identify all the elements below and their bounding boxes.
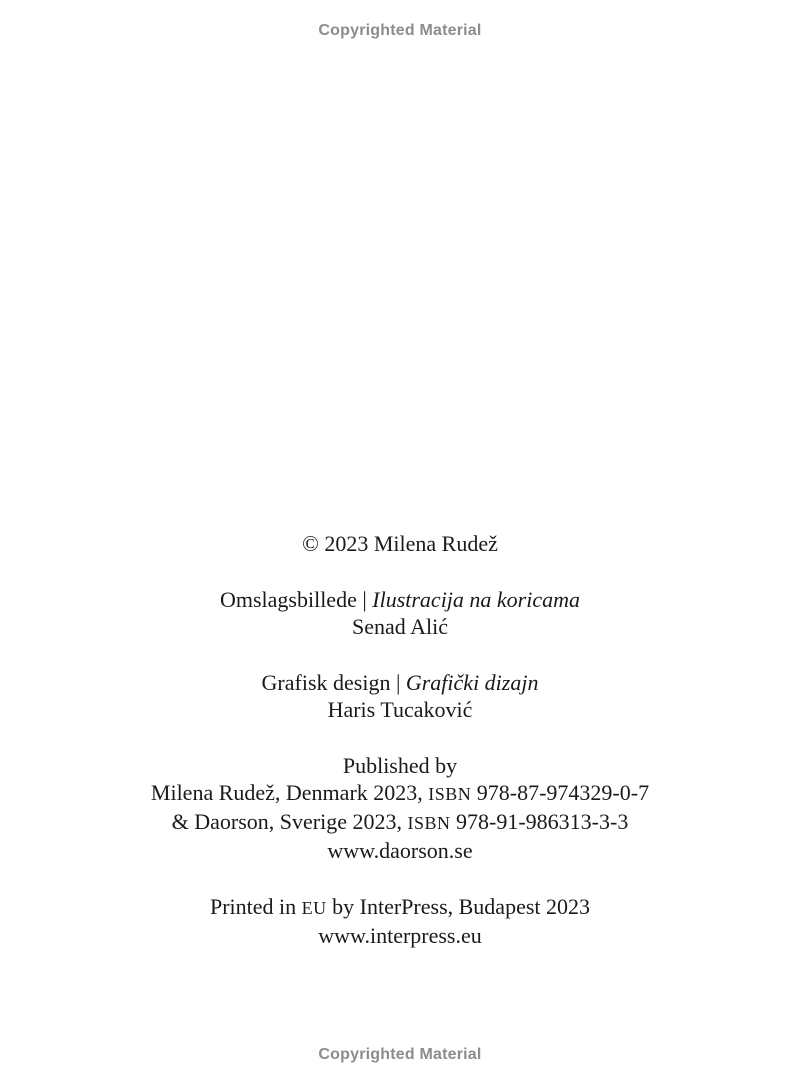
copyright-watermark-bottom: Copyrighted Material: [318, 1046, 482, 1063]
copyright-watermark-top: Copyrighted Material: [318, 22, 482, 39]
colophon: [0, 530, 800, 978]
publisher-line-denmark: [0, 779, 800, 808]
cover-label-danish: Omslagsbillede: [219, 587, 357, 612]
printer-region: EU: [301, 898, 327, 918]
design-label-separator: |: [390, 670, 406, 695]
cover-credit-block: [0, 586, 800, 640]
publisher-denmark-prefix: Milena Rudež, Denmark 2023,: [150, 780, 429, 805]
design-credit-label: [0, 669, 800, 696]
publisher-sweden-prefix: & Daorson, Sverige 2023,: [171, 809, 408, 834]
design-label-bosnian: Grafički dizajn: [405, 670, 539, 695]
printer-block: [0, 893, 800, 949]
publisher-line-sweden: [0, 808, 800, 837]
publisher-block: [0, 752, 800, 864]
printer-line: [0, 893, 800, 922]
isbn-sweden: 978-91-986313-3-3: [450, 809, 629, 834]
copyright-line: © 2023 Milena Rudež: [302, 531, 498, 556]
printer-prefix: Printed in: [209, 894, 302, 919]
isbn-denmark: 978-87-974329-0-7: [471, 780, 650, 805]
cover-label-separator: |: [356, 587, 373, 612]
cover-artist-name: Senad Alić: [352, 614, 448, 639]
isbn-label-denmark: ISBN: [428, 784, 472, 804]
design-credit-block: [0, 669, 800, 723]
cover-label-bosnian: Ilustracija na koricama: [372, 587, 581, 612]
printer-suffix: by InterPress, Budapest 2023: [326, 894, 591, 919]
copyright-block: [0, 530, 800, 557]
cover-credit-label: [0, 586, 800, 613]
design-label-danish: Grafisk design: [261, 670, 391, 695]
designer-name: Haris Tucaković: [327, 697, 473, 722]
publisher-heading: Published by: [342, 753, 458, 778]
publisher-website: www.daorson.se: [327, 838, 473, 863]
isbn-label-sweden: ISBN: [407, 813, 451, 833]
printer-website: www.interpress.eu: [318, 923, 482, 948]
